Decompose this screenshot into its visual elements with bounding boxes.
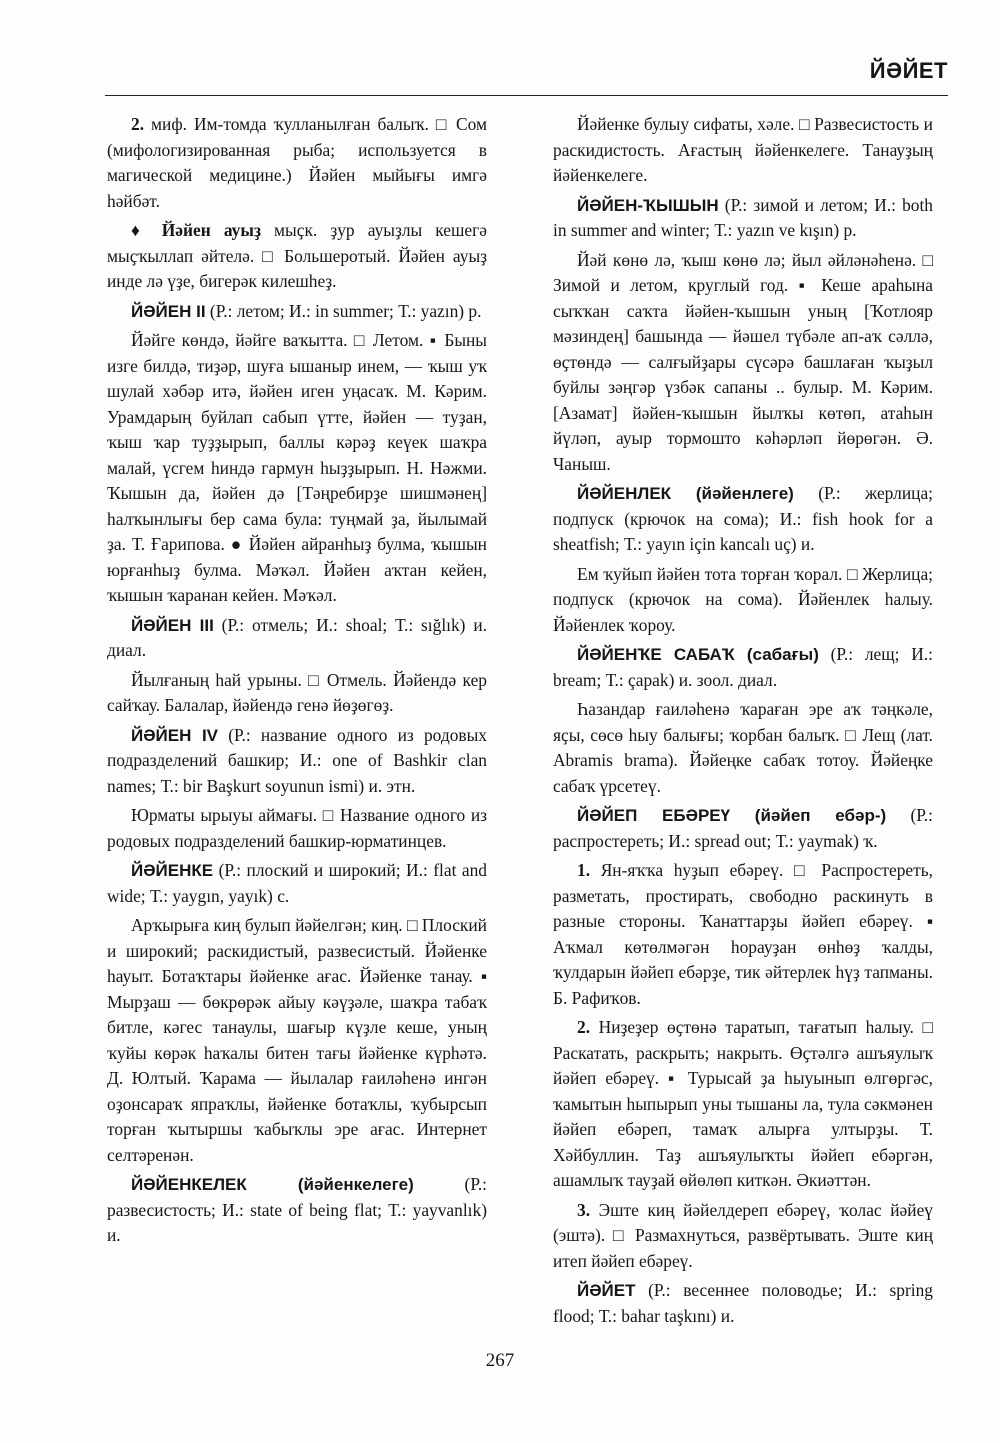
entry <box>553 481 933 558</box>
entry-definition <box>553 697 933 799</box>
entry-grammar: (Р.: жерлица; подпуск (крючок на сома); И.: fish hook for a sheatfish; Т.: yayın için kancalı uç) и. <box>553 483 933 554</box>
headword: ЙӘЙЕНЛЕК (йәйенлеге) <box>577 484 794 503</box>
sense-text: Ян-яҡҡа һуҙып ебәреү. □ Распростереть, разметать, простирать, свободно раскинуть в разные стороны. Ҡанаттарҙы йәйеп ебәреү. ▪ Аҡмал көтөлмәгән һорауҙан өнһөҙ ҡалды, ҡулдарын йәйеп ебәрҙе, тик әйтерлек һүҙ тапманы. Б. Рафиҡов. <box>553 860 933 1008</box>
sense-number: 3. <box>577 1199 591 1220</box>
entry <box>553 193 933 244</box>
entry <box>107 613 487 664</box>
headword: ЙӘЙЕН II <box>131 301 206 321</box>
page-number: 267 <box>485 1350 515 1371</box>
entry-definition <box>553 112 933 189</box>
entry <box>553 1278 933 1329</box>
entry-sense <box>553 1015 933 1194</box>
entry-grammar: (Р.: весеннее половодье; И.: spring flood; Т.: bahar taşkını) и. <box>553 1280 933 1326</box>
entry-grammar: (Р.: плоский и широкий; И.: flat and wide; Т.: yaygın, yayık) с. <box>107 860 487 906</box>
entry-grammar: (Р.: название одного из родовых подразделений башкир; И.: one of Bashkir clan names; Т.: bir Başkurt soyunun ismi) и. этн. <box>107 724 487 796</box>
sense-text: Эште киң йәйелдереп ебәреү, ҡолас йәйеү (эштә). □ Размахнуться, развёртывать. Эште киң итеп йәйеп ебәреү. <box>553 1199 933 1271</box>
definition-text: Йәйенке булыу сифаты, хәле. □ Развесистость и раскидистость. Ағастың йәйенкелеге. Танауҙың йәйенкелеге. <box>553 114 933 185</box>
definition-text: Йәйге көндә, йәйге ваҡытта. □ Летом. ▪ Быны изге билдә, тиҙәр, шуға ышаныр инем, — ҡыш уҡ шулай хәбәр итә, йәйен иген уңасаҡ. М. Кәрим. Урамдарың буйлап сабып үтте, йәйен — туҙан, ҡыш ҡар туҙҙырып, баллы кәрәҙ кеүек шаҡра малай, үсгем һиндә гармун һыҙҙырып. Н. Нәжми. Ҡышын да, йәйен дә [Тәңребирҙе шишмәнең] һалҡынлығы бер сама була: туңмай ҙа, йылымай ҙа. Т. Ғарипова. ● Йәйен айранһыҙ булма, ҡышын юрғанһыҙ булма. Мәҡәл. Йәйен аҡтан кейен, ҡышын ҡаранан кейен. Мәҡәл. <box>107 330 487 605</box>
sense-number: 1. <box>577 860 591 880</box>
headword: ЙӘЙЕНКЕ <box>131 861 214 880</box>
definition-text: Йәй көнө лә, ҡыш көнө лә; йыл әйләнәһенә. □ Зимой и летом, круглый год. ▪ Кеше араһына сыҡҡан саҡта йәйен-ҡышын уның [Ҡотлояр мәзиндең] башында — йәшел түбәле ап-аҡ сәллә, өҫтөндә — салғыйҙары сүсәрә башлаған ҡыҙыл буйлы зәңгәр үзбәк сапаны .. булыр. М. Кәрим. [Азамат] йәйен-ҡышын йылҡы көтөп, атаһын йүләп, ауыр тормошто кәһәрләп йөрөгән. Ә. Чаныш. <box>553 249 933 474</box>
headword: ЙӘЙЕН IV <box>131 725 219 745</box>
headword: ЙӘЙЕНҠЕ САБАҠ (сабағы) <box>577 645 819 664</box>
headword: ЙӘЙЕНКЕЛЕК (йәйенкелеге) <box>131 1175 414 1194</box>
entry <box>107 1172 487 1249</box>
entry-grammar: (Р.: лещ; И.: bream; Т.: çapak) и. зоол. диал. <box>553 644 933 690</box>
entry <box>553 642 933 693</box>
definition-text: Ем ҡуйып йәйен тота торған ҡорал. □ Жерлица; подпуск (крючок на сома). Йәйенлек һалыу. Йәйенлек ҡороу. <box>553 563 933 635</box>
phrase-text: мыҫк. ҙур ауыҙлы кешегә мыҫҡыллап әйтелә. □ Большеротый. Йәйен ауыҙ инде лә үҙе, бигерәк килешһеҙ. <box>107 220 487 291</box>
sense-text: миф. Им-томда ҡулланылған балыҡ. □ Сом (мифологизированная рыба; используется в магической медицине.) Йәйен мыйығы имгә һәйбәт. <box>107 114 487 211</box>
entry-grammar: (Р.: развесистость; И.: state of being flat; Т.: yayvanlık) и. <box>107 1174 487 1245</box>
sense-number: 2. <box>131 114 145 134</box>
entry-definition <box>553 248 933 478</box>
entry-sense <box>107 112 487 214</box>
entry-grammar: (Р.: летом; И.: in summer; Т.: yazın) р. <box>205 300 482 321</box>
entry-grammar: (Р.: распростереть; И.: spread out; Т.: yaymak) ҡ. <box>553 805 933 851</box>
entry-sense <box>553 858 933 1011</box>
left-column <box>107 112 487 1253</box>
entry-phrase <box>107 218 487 295</box>
sense-number: 2. <box>577 1017 591 1037</box>
running-head: ЙӘЙЕТ <box>869 58 948 83</box>
right-column <box>553 112 933 1333</box>
phrase-marker-icon: ♦ <box>131 220 149 240</box>
entry <box>107 723 487 800</box>
header-rule <box>105 95 948 96</box>
definition-text: Юрматы ырыуы аймағы. □ Название одного из родовых подразделений башкир-юрматинцев. <box>107 805 487 851</box>
headword: ЙӘЙЕН-ҠЫШЫН <box>577 195 719 215</box>
entry <box>553 803 933 854</box>
headword: ЙӘЙЕТ <box>577 1281 636 1300</box>
entry-definition <box>107 803 487 854</box>
entry-definition <box>107 668 487 719</box>
sense-text: Ниҙеҙер өҫтөнә таратып, тағатып һалыу. □ Раскатать, раскрыть; накрыть. Өҫтәлгә ашъяулыҡ йәйеп ебәреү. ▪ Турысай ҙа һыуынып өлгөргәс, ҡамытын һыпырып уны тышаны ла, тула сәкмәнен йәйеп ебәреп, тамаҡ алырға ултырҙы. Т. Хәйбуллин. Таҙ ашъяулыҡты йәйеп ебәргән, ашамлыҡ тауҙай өйөлөп киткән. Әкиәттән. <box>553 1017 933 1190</box>
phrase-head: Йәйен ауыҙ <box>161 220 261 240</box>
definition-text: Йылғаның һай урыны. □ Отмель. Йәйендә кер сайҡау. Балалар, йәйендә генә йөҙөгөҙ. <box>107 669 487 715</box>
entry-definition <box>107 328 487 609</box>
headword: ЙӘЙЕН III <box>131 615 214 635</box>
entry <box>107 299 487 325</box>
entry-grammar: (Р.: зимой и летом; И.: both in summer and winter; Т.: yazın ve kışın) р. <box>553 194 933 240</box>
entry-definition <box>553 562 933 639</box>
definition-text: Арҡырыға киң булып йәйелгән; киң. □ Плоский и широкий; раскидистый, развесистый. Йәйенке һауыт. Ботаҡтары йәйенке ағас. Йәйенке танау. ▪ Мырҙаш — бөкрөрәк айыу кәүҙәле, шаҡра табаҡ битле, кәгес танаулы, шағыр күҙле кеше, уның ҡуйы көрәк һаҡалы битен тағы йәйенке күрһәтә. Д. Юлтый. Ҡарама — йылалар ғаиләһенә ингән оҙонсараҡ япраҡлы, йәйенке ботаҡлы, ҡубырсып торған ҡытыршы ҡабыҡлы эре ағас. Интернет селтәренән. <box>107 915 487 1165</box>
entry <box>107 858 487 909</box>
entry-definition <box>107 913 487 1168</box>
headword: ЙӘЙЕП ЕБӘРЕҮ (йәйеп ебәр-) <box>577 806 887 825</box>
definition-text: Һазандар ғаиләһенә ҡараған эре аҡ тәңкәле, яҫы, сөсө һыу балығы; ҡорбан балыҡ. □ Лещ (лат. Abramis brama). Йәйеңке сабаҡ тотоу. Йәйеңке сабаҡ үрсетеү. <box>553 699 933 796</box>
entry-sense <box>553 1198 933 1275</box>
entry-grammar: (Р.: отмель; И.: shoal; Т.: sığlık) и. диал. <box>107 614 487 660</box>
